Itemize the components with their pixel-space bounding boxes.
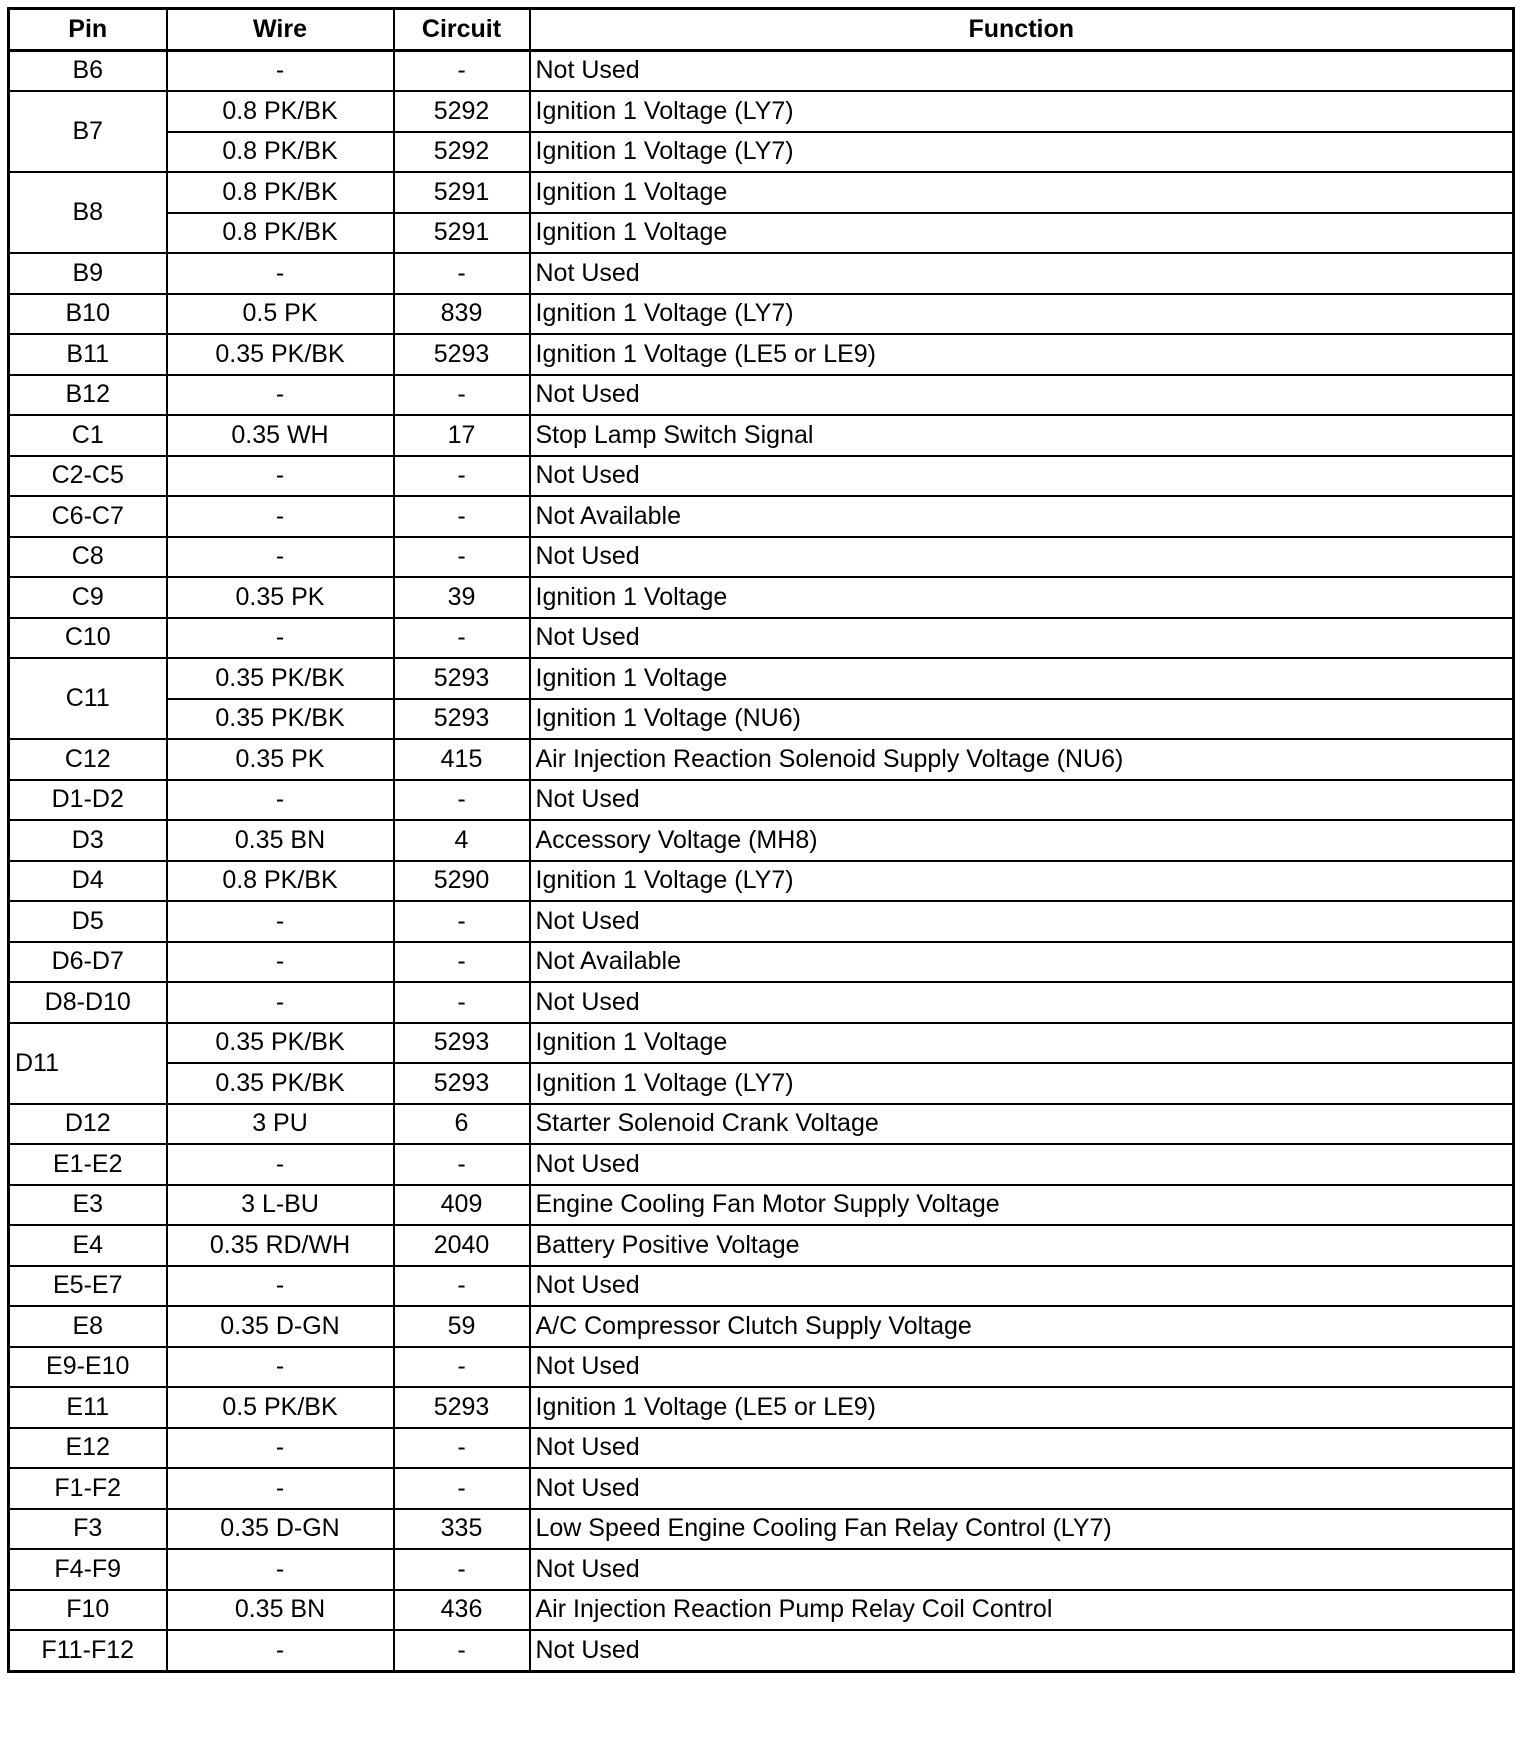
table-row <box>9 820 1514 861</box>
wire-cell: 0.5 PK/BK <box>167 1387 394 1428</box>
circuit-cell: 436 <box>394 1590 530 1631</box>
wire-cell: 0.35 BN <box>167 1590 394 1631</box>
circuit-cell: 5291 <box>394 172 530 213</box>
wire-cell: - <box>167 537 394 578</box>
pin-cell: C1 <box>9 415 167 456</box>
table-row <box>9 253 1514 294</box>
circuit-cell: - <box>394 537 530 578</box>
function-cell: Ignition 1 Voltage (LE5 or LE9) <box>530 1387 1514 1428</box>
pin-cell: E1-E2 <box>9 1144 167 1185</box>
circuit-cell: - <box>394 50 530 91</box>
circuit-cell: 5292 <box>394 91 530 132</box>
pin-cell: E12 <box>9 1428 167 1469</box>
wire-cell: 0.35 BN <box>167 820 394 861</box>
wire-cell: 0.8 PK/BK <box>167 213 394 254</box>
wire-cell: - <box>167 1266 394 1307</box>
pin-cell: D5 <box>9 901 167 942</box>
function-cell: Not Used <box>530 537 1514 578</box>
table-row <box>9 1509 1514 1550</box>
table-row <box>9 294 1514 335</box>
function-cell: Ignition 1 Voltage <box>530 172 1514 213</box>
table-row <box>9 1549 1514 1590</box>
table-row <box>9 496 1514 537</box>
table-row <box>9 901 1514 942</box>
header-wire: Wire <box>167 9 394 51</box>
pin-cell: C12 <box>9 739 167 780</box>
table-row <box>9 1023 1514 1064</box>
wire-cell: 0.8 PK/BK <box>167 91 394 132</box>
pin-cell: F1-F2 <box>9 1468 167 1509</box>
circuit-cell: 409 <box>394 1185 530 1226</box>
pin-cell: B6 <box>9 50 167 91</box>
pin-cell: C8 <box>9 537 167 578</box>
table-row <box>9 1144 1514 1185</box>
header-pin: Pin <box>9 9 167 51</box>
function-cell: Not Used <box>530 780 1514 821</box>
function-cell: Not Used <box>530 1428 1514 1469</box>
circuit-cell: 2040 <box>394 1225 530 1266</box>
table-row <box>9 375 1514 416</box>
function-cell: Not Used <box>530 1630 1514 1671</box>
pin-cell: F4-F9 <box>9 1549 167 1590</box>
function-cell: Not Available <box>530 496 1514 537</box>
connector-pinout-table <box>7 7 1515 1673</box>
pin-cell: E11 <box>9 1387 167 1428</box>
circuit-cell: 335 <box>394 1509 530 1550</box>
circuit-cell: - <box>394 618 530 659</box>
function-cell: Ignition 1 Voltage (LY7) <box>530 1063 1514 1104</box>
circuit-cell: 415 <box>394 739 530 780</box>
table-row <box>9 456 1514 497</box>
wire-cell: 0.35 PK/BK <box>167 1063 394 1104</box>
function-cell: Not Used <box>530 1549 1514 1590</box>
pin-cell: B7 <box>9 91 167 172</box>
wire-cell: 3 L-BU <box>167 1185 394 1226</box>
wire-cell: 0.35 PK/BK <box>167 334 394 375</box>
function-cell: Ignition 1 Voltage (LY7) <box>530 294 1514 335</box>
wire-cell: 0.35 WH <box>167 415 394 456</box>
circuit-cell: 17 <box>394 415 530 456</box>
circuit-cell: - <box>394 1428 530 1469</box>
table-row <box>9 577 1514 618</box>
wire-cell: - <box>167 1144 394 1185</box>
function-cell: Stop Lamp Switch Signal <box>530 415 1514 456</box>
table-row <box>9 537 1514 578</box>
pin-cell: E8 <box>9 1306 167 1347</box>
function-cell: Not Used <box>530 1144 1514 1185</box>
pin-cell: C9 <box>9 577 167 618</box>
function-cell: Not Used <box>530 1468 1514 1509</box>
function-cell: Starter Solenoid Crank Voltage <box>530 1104 1514 1145</box>
wire-cell: - <box>167 1549 394 1590</box>
wire-cell: 0.8 PK/BK <box>167 132 394 173</box>
table-row <box>9 1104 1514 1145</box>
circuit-cell: - <box>394 496 530 537</box>
table-header-row <box>9 9 1514 51</box>
circuit-cell: 5290 <box>394 861 530 902</box>
circuit-cell: 5293 <box>394 1387 530 1428</box>
table-row <box>9 334 1514 375</box>
function-cell: Low Speed Engine Cooling Fan Relay Control (LY7) <box>530 1509 1514 1550</box>
function-cell: Not Used <box>530 253 1514 294</box>
circuit-cell: 4 <box>394 820 530 861</box>
circuit-cell: 6 <box>394 1104 530 1145</box>
table-row <box>9 1063 1514 1104</box>
function-cell: Ignition 1 Voltage (LY7) <box>530 861 1514 902</box>
wire-cell: - <box>167 50 394 91</box>
table-row <box>9 415 1514 456</box>
function-cell: Ignition 1 Voltage (LY7) <box>530 132 1514 173</box>
circuit-cell: - <box>394 942 530 983</box>
wire-cell: - <box>167 496 394 537</box>
function-cell: Not Used <box>530 1347 1514 1388</box>
wire-cell: 0.8 PK/BK <box>167 172 394 213</box>
circuit-cell: - <box>394 982 530 1023</box>
function-cell: Air Injection Reaction Solenoid Supply Voltage (NU6) <box>530 739 1514 780</box>
function-cell: Not Used <box>530 50 1514 91</box>
function-cell: Battery Positive Voltage <box>530 1225 1514 1266</box>
table-row <box>9 132 1514 173</box>
circuit-cell: 5293 <box>394 658 530 699</box>
table-row <box>9 1428 1514 1469</box>
function-cell: Ignition 1 Voltage <box>530 658 1514 699</box>
circuit-cell: - <box>394 456 530 497</box>
table-row <box>9 1347 1514 1388</box>
pin-cell: B11 <box>9 334 167 375</box>
pin-cell: C6-C7 <box>9 496 167 537</box>
table-row <box>9 1387 1514 1428</box>
pin-cell: E3 <box>9 1185 167 1226</box>
table-row <box>9 1630 1514 1671</box>
pin-cell: E9-E10 <box>9 1347 167 1388</box>
wire-cell: - <box>167 618 394 659</box>
wire-cell: - <box>167 1347 394 1388</box>
function-cell: Not Used <box>530 456 1514 497</box>
circuit-cell: 5292 <box>394 132 530 173</box>
wire-cell: - <box>167 1630 394 1671</box>
wire-cell: 0.35 PK/BK <box>167 658 394 699</box>
circuit-cell: - <box>394 780 530 821</box>
wire-cell: - <box>167 942 394 983</box>
wire-cell: 0.35 PK <box>167 739 394 780</box>
function-cell: A/C Compressor Clutch Supply Voltage <box>530 1306 1514 1347</box>
table-row <box>9 1225 1514 1266</box>
table-row <box>9 942 1514 983</box>
table-row <box>9 1266 1514 1307</box>
function-cell: Ignition 1 Voltage <box>530 213 1514 254</box>
circuit-cell: 5293 <box>394 1023 530 1064</box>
pin-cell: F3 <box>9 1509 167 1550</box>
pin-cell: E5-E7 <box>9 1266 167 1307</box>
function-cell: Not Used <box>530 901 1514 942</box>
header-function: Function <box>530 9 1514 51</box>
table-row <box>9 91 1514 132</box>
wire-cell: 0.35 D-GN <box>167 1306 394 1347</box>
wire-cell: 0.5 PK <box>167 294 394 335</box>
function-cell: Ignition 1 Voltage (LY7) <box>530 91 1514 132</box>
pin-cell: F10 <box>9 1590 167 1631</box>
circuit-cell: 5291 <box>394 213 530 254</box>
pin-cell: D6-D7 <box>9 942 167 983</box>
function-cell: Not Used <box>530 1266 1514 1307</box>
wire-cell: - <box>167 253 394 294</box>
function-cell: Not Used <box>530 375 1514 416</box>
table-row <box>9 861 1514 902</box>
wire-cell: 0.35 PK <box>167 577 394 618</box>
table-row <box>9 172 1514 213</box>
pin-cell: D4 <box>9 861 167 902</box>
table-row <box>9 1590 1514 1631</box>
pin-cell: B8 <box>9 172 167 253</box>
table-row <box>9 50 1514 91</box>
pin-cell: D1-D2 <box>9 780 167 821</box>
pin-cell: D3 <box>9 820 167 861</box>
function-cell: Ignition 1 Voltage (LE5 or LE9) <box>530 334 1514 375</box>
circuit-cell: 5293 <box>394 1063 530 1104</box>
pin-cell: B9 <box>9 253 167 294</box>
function-cell: Engine Cooling Fan Motor Supply Voltage <box>530 1185 1514 1226</box>
pin-cell: D8-D10 <box>9 982 167 1023</box>
circuit-cell: 5293 <box>394 334 530 375</box>
wire-cell: - <box>167 375 394 416</box>
function-cell: Not Used <box>530 618 1514 659</box>
wire-cell: 0.35 PK/BK <box>167 699 394 740</box>
function-cell: Ignition 1 Voltage <box>530 577 1514 618</box>
header-circuit: Circuit <box>394 9 530 51</box>
circuit-cell: - <box>394 1468 530 1509</box>
circuit-cell: - <box>394 1144 530 1185</box>
circuit-cell: - <box>394 1630 530 1671</box>
circuit-cell: 5293 <box>394 699 530 740</box>
table-row <box>9 1468 1514 1509</box>
function-cell: Air Injection Reaction Pump Relay Coil Control <box>530 1590 1514 1631</box>
wire-cell: 0.35 RD/WH <box>167 1225 394 1266</box>
pin-cell: B12 <box>9 375 167 416</box>
circuit-cell: 839 <box>394 294 530 335</box>
function-cell: Not Available <box>530 942 1514 983</box>
wire-cell: 3 PU <box>167 1104 394 1145</box>
pin-cell: D12 <box>9 1104 167 1145</box>
function-cell: Not Used <box>530 982 1514 1023</box>
circuit-cell: - <box>394 1549 530 1590</box>
wire-cell: - <box>167 982 394 1023</box>
circuit-cell: - <box>394 1347 530 1388</box>
function-cell: Ignition 1 Voltage (NU6) <box>530 699 1514 740</box>
pin-cell: B10 <box>9 294 167 335</box>
wire-cell: - <box>167 901 394 942</box>
table-row <box>9 699 1514 740</box>
wire-cell: 0.8 PK/BK <box>167 861 394 902</box>
pin-cell: C11 <box>9 658 167 739</box>
table-row <box>9 658 1514 699</box>
table-row <box>9 780 1514 821</box>
table-row <box>9 213 1514 254</box>
pin-cell: C10 <box>9 618 167 659</box>
pin-cell: D11 <box>9 1023 167 1104</box>
wire-cell: - <box>167 780 394 821</box>
circuit-cell: - <box>394 253 530 294</box>
circuit-cell: 39 <box>394 577 530 618</box>
table-row <box>9 739 1514 780</box>
wire-cell: 0.35 PK/BK <box>167 1023 394 1064</box>
wire-cell: 0.35 D-GN <box>167 1509 394 1550</box>
function-cell: Ignition 1 Voltage <box>530 1023 1514 1064</box>
table-row <box>9 982 1514 1023</box>
function-cell: Accessory Voltage (MH8) <box>530 820 1514 861</box>
wire-cell: - <box>167 1468 394 1509</box>
table-row <box>9 618 1514 659</box>
table-row <box>9 1185 1514 1226</box>
pin-cell: E4 <box>9 1225 167 1266</box>
circuit-cell: - <box>394 1266 530 1307</box>
circuit-cell: 59 <box>394 1306 530 1347</box>
pin-cell: C2-C5 <box>9 456 167 497</box>
circuit-cell: - <box>394 901 530 942</box>
wire-cell: - <box>167 456 394 497</box>
table-row <box>9 1306 1514 1347</box>
wire-cell: - <box>167 1428 394 1469</box>
circuit-cell: - <box>394 375 530 416</box>
pin-cell: F11-F12 <box>9 1630 167 1671</box>
